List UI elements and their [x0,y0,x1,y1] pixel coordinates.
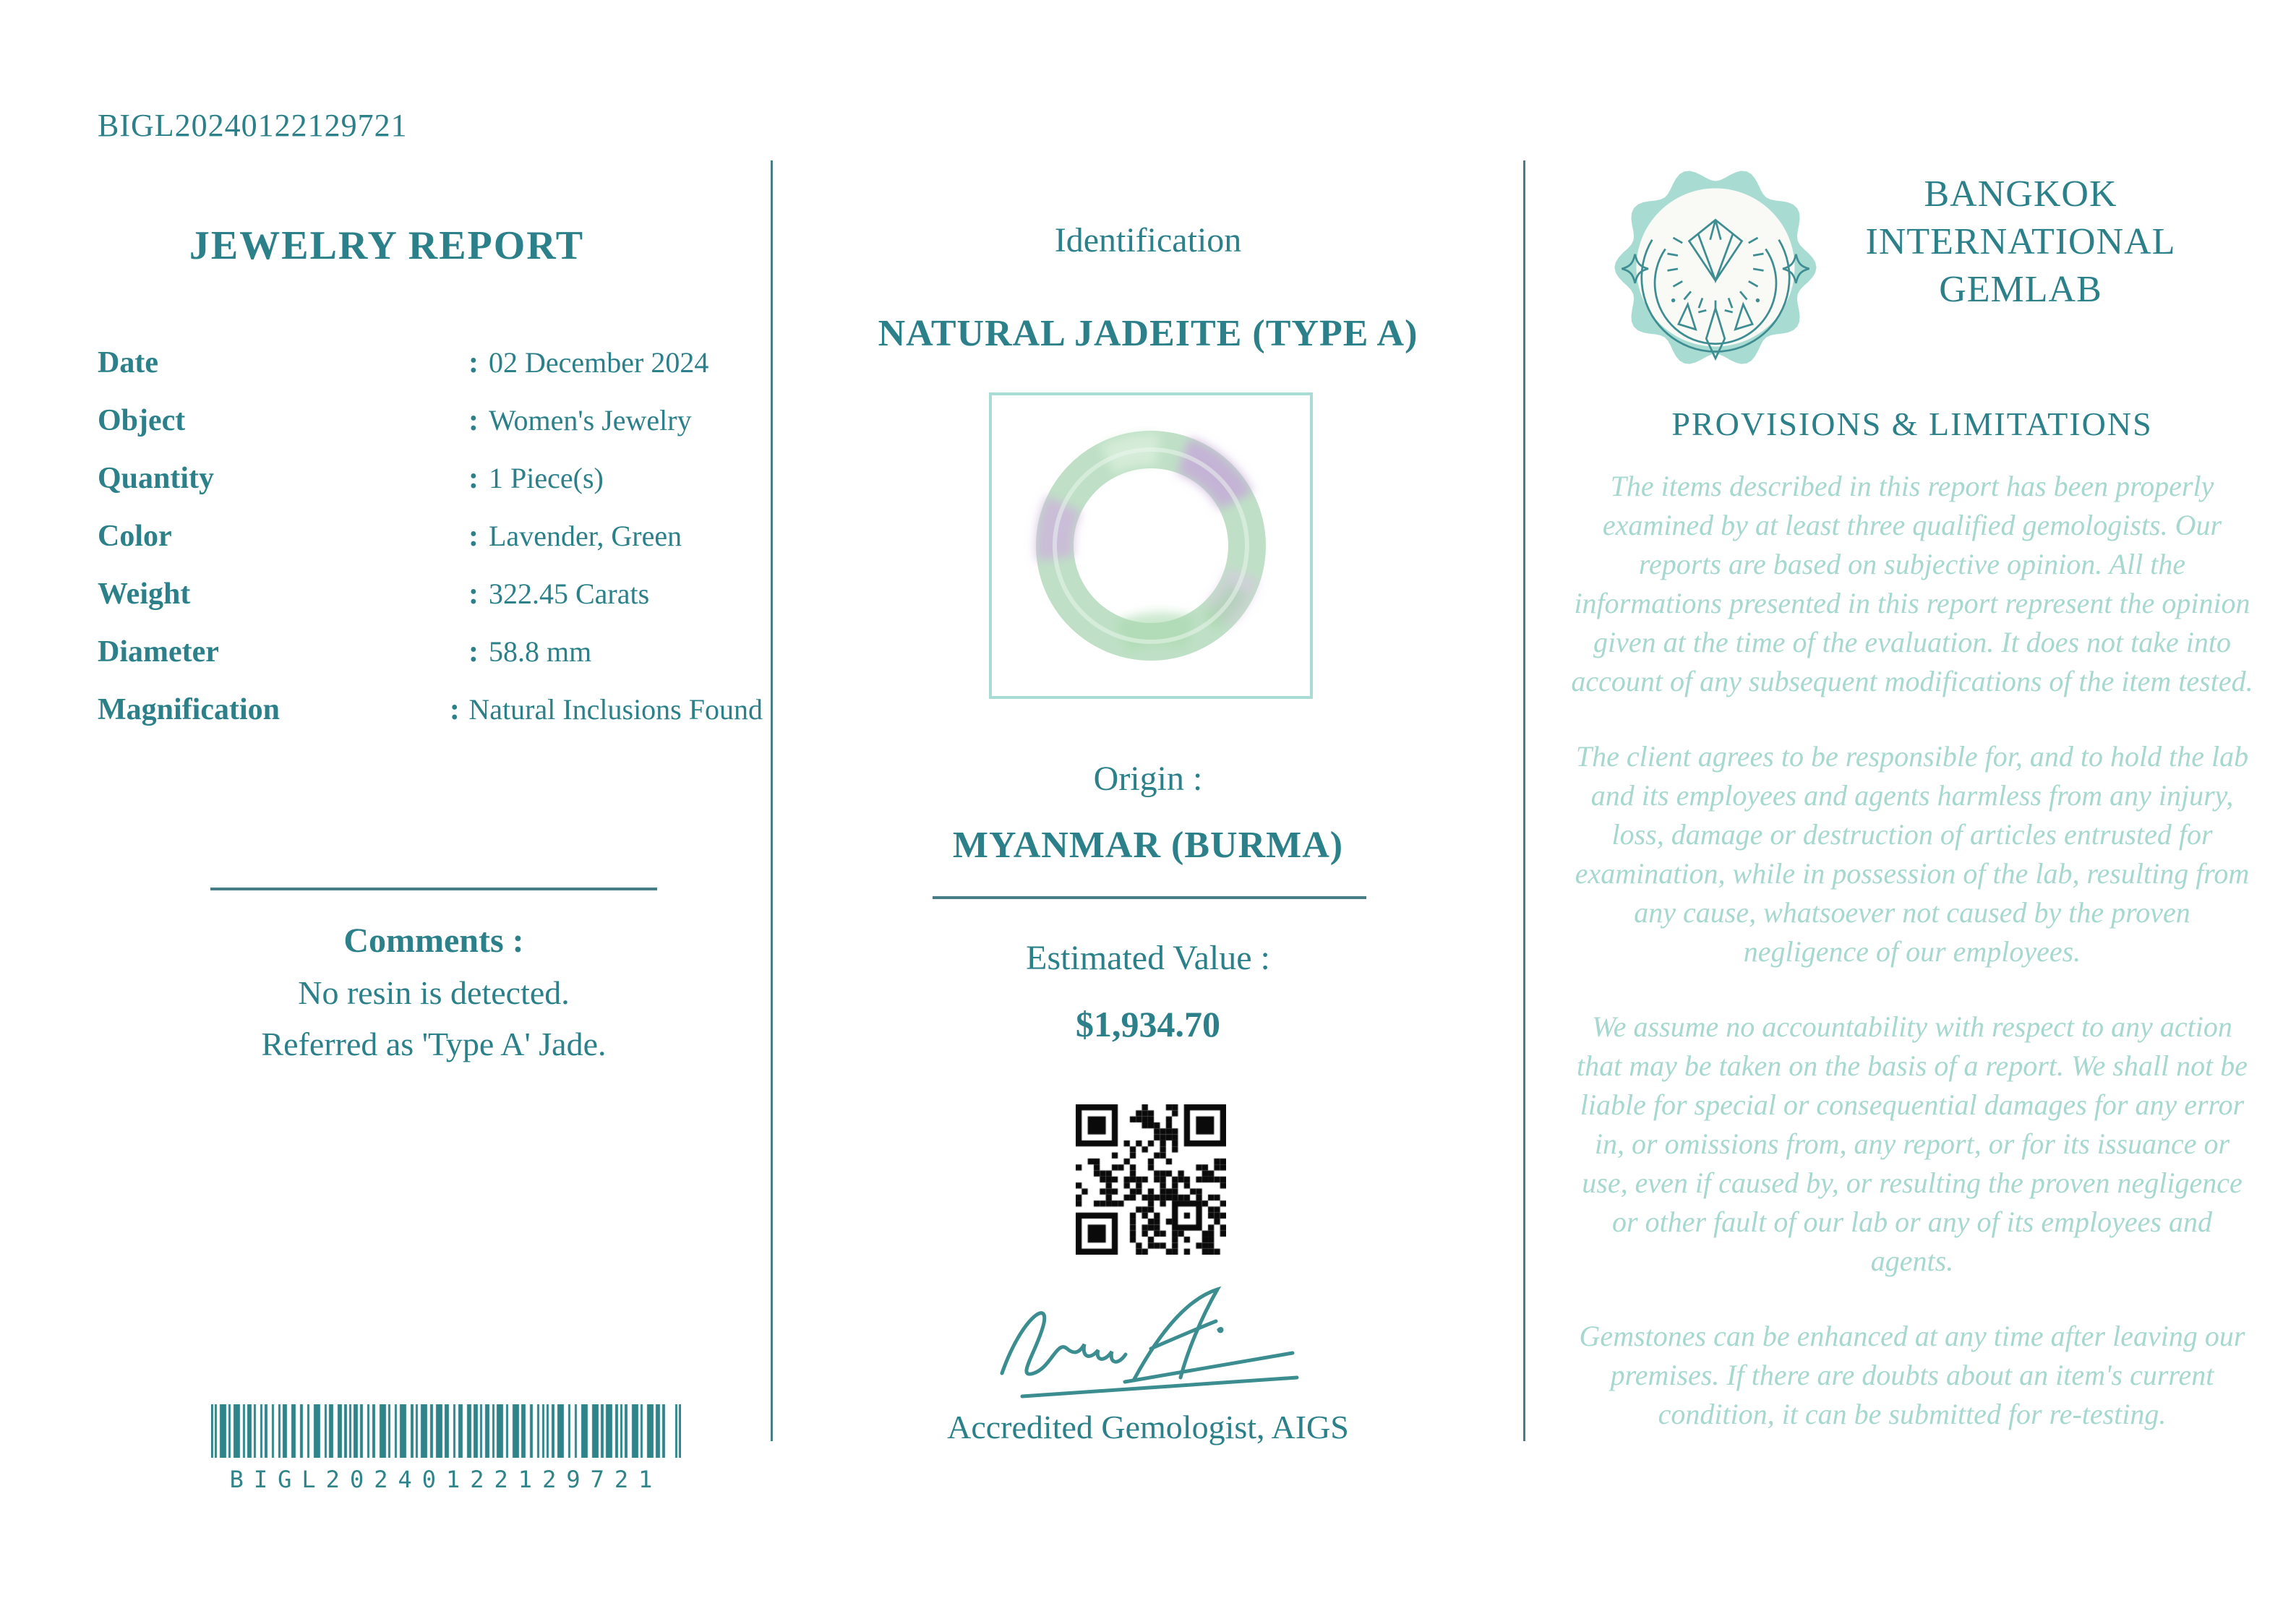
report-title: JEWELRY REPORT [189,223,585,268]
field-row [98,692,763,750]
field-colon: : [468,462,479,495]
lab-name-line: INTERNATIONAL [1865,221,2176,262]
identification-heading: Identification [1054,221,1242,259]
identification-result: NATURAL JADEITE (TYPE A) [878,313,1418,354]
field-label: Weight [98,577,191,611]
signature-hashim-a [980,1285,1335,1419]
provisions-paragraph: Gemstones can be enhanced at any time after leaving our premises. If there are doubts about an item's current condition, it can be submitted for re-testing. [1579,1320,2245,1430]
field-value: 02 December 2024 [489,346,709,379]
field-label: Magnification [98,693,280,726]
comments-text [116,974,752,1063]
field-value: 1 Piece(s) [489,462,604,494]
field-colon: : [468,404,479,437]
origin-label: Origin : [1093,760,1203,798]
field-row [98,519,763,577]
estimated-value-divider [933,896,1366,899]
origin-value: MYANMAR (BURMA) [952,825,1344,866]
provisions-paragraph: We assume no accountability with respect to any action that may be taken on the basis of a report. We shall not be liable for special or consequential damages for any error in, or omissions from, any report, or for its issuance or use, even if caused by, or resulting the proven negligence or other fault of our lab or any of its employees and agents. [1576,1010,2248,1277]
lab-name [1854,171,2187,314]
field-colon: : [449,693,460,726]
column-divider-right [1523,160,1525,1441]
field-colon: : [468,635,479,669]
comment-line: Referred as 'Type A' Jade. [261,1026,607,1062]
field-row [98,461,763,519]
provisions-heading: PROVISIONS & LIMITATIONS [1671,405,2153,442]
provisions-text [1570,467,2254,1470]
field-label: Color [98,520,172,553]
field-row [98,577,763,635]
field-row [98,635,763,692]
qr-code [1076,1104,1226,1255]
field-colon: : [468,346,479,379]
item-photo-frame [989,392,1313,699]
estimated-value: $1,934.70 [1076,1004,1220,1044]
comment-line: No resin is detected. [298,974,570,1011]
field-label: Quantity [98,462,215,495]
field-colon: : [468,520,479,553]
field-value: 322.45 Carats [489,577,650,610]
field-label: Object [98,404,186,437]
comments-divider [210,888,657,890]
field-colon: : [468,577,479,611]
field-label: Date [98,346,158,379]
field-value: 58.8 mm [489,635,592,668]
provisions-paragraph: The client agrees to be responsible for, and to hold the lab and its employees and agents harmless from any injury, loss, damage or destruction of articles entrusted for examination, while in possession of the lab, resulting from any cause, whatsoever not caused by the proven negligence of our employees. [1575,740,2250,968]
provisions-paragraph: The items described in this report has been properly examined by at least three qualified gemologists. Our reports are based on subjective opinion. All the informations presented in this report represent the opinion given at the time of the evaluation. It does not take into account of any subsequent modifications of the item tested. [1571,470,2253,697]
field-value: Natural Inclusions Found [468,693,763,726]
barcode-text: BIGL20240122129721 [229,1466,663,1493]
lab-name-line: BANGKOK [1924,173,2117,215]
field-value: Women's Jewelry [489,404,692,437]
field-row [98,345,763,403]
barcode-image [211,1404,681,1458]
field-label: Diameter [98,635,219,669]
gemlab-logo [1605,162,1826,373]
comments-section [116,888,752,1063]
gemologist-title: Accredited Gemologist, AIGS [947,1409,1349,1445]
estimated-value-label: Estimated Value : [1026,939,1270,977]
details-table [98,345,763,750]
jade-bangle-photo [995,399,1306,692]
field-value: Lavender, Green [489,520,682,552]
column-divider-left [771,160,773,1441]
report-number: BIGL20240122129721 [98,108,408,143]
comments-heading: Comments : [343,921,524,960]
field-row [98,403,763,461]
lab-name-line: GEMLAB [1939,269,2102,310]
barcode-block [211,1404,681,1493]
